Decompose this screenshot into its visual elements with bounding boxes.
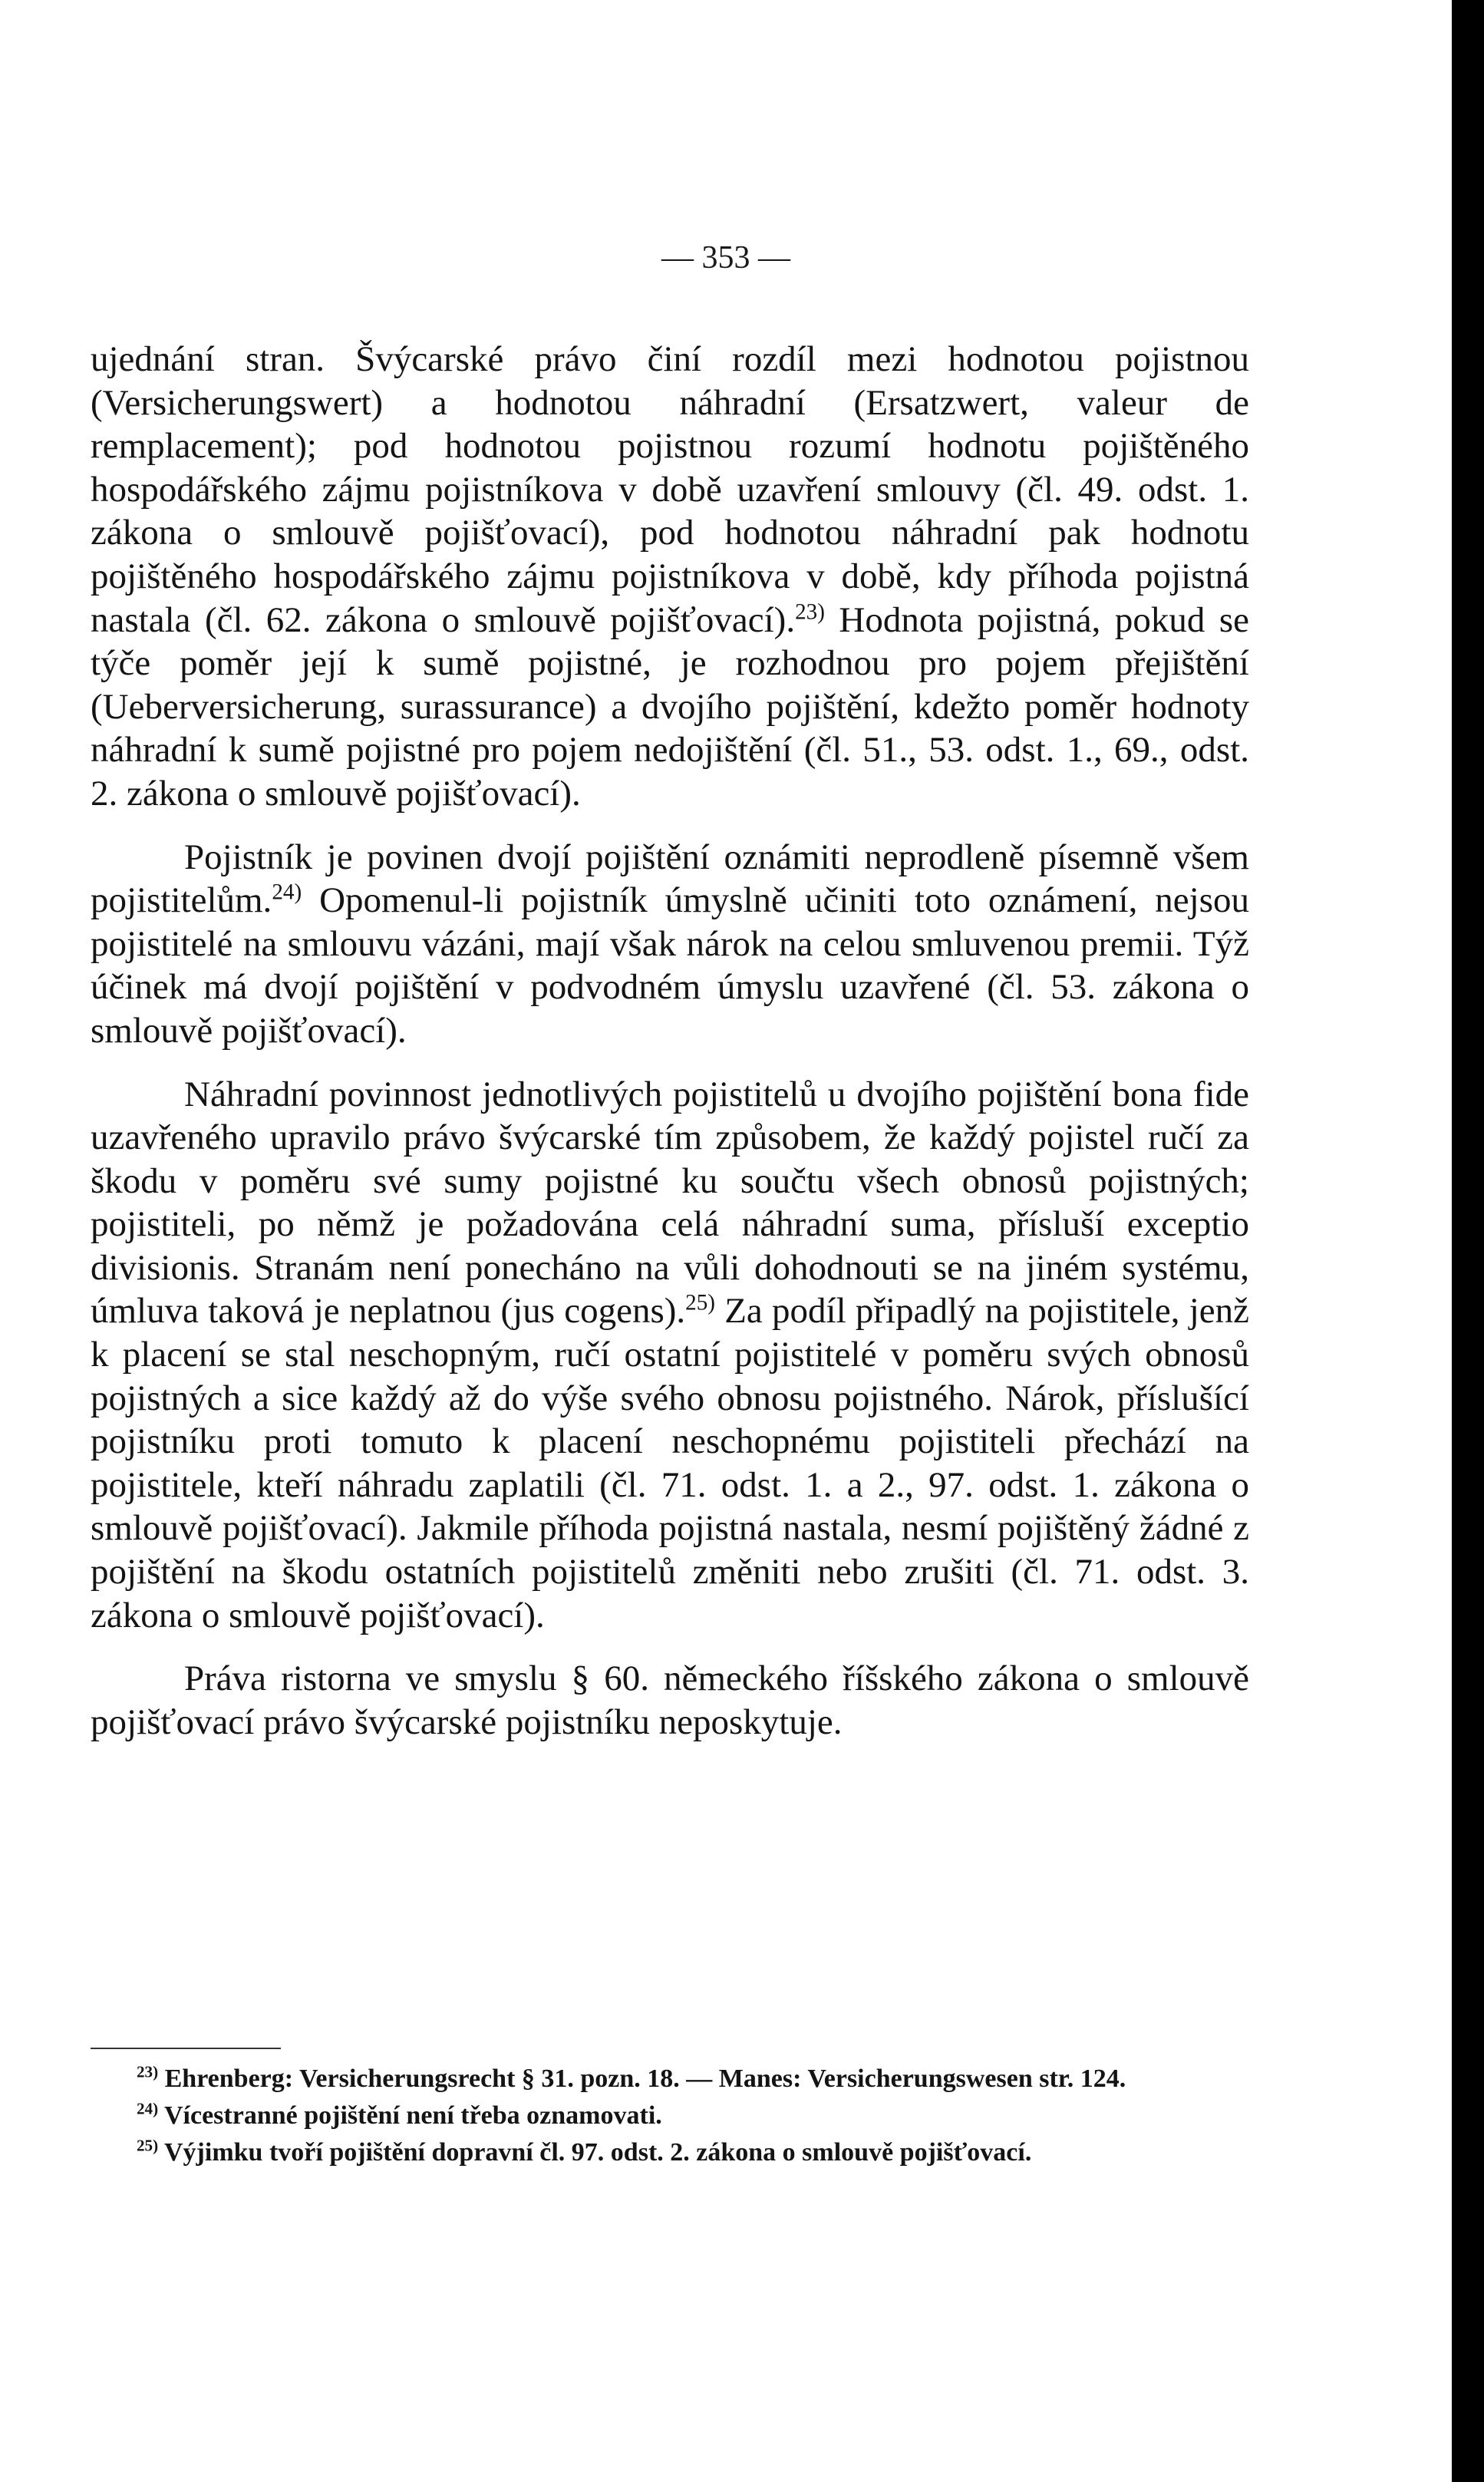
footnote-23-text: Ehrenberg: Versicherungsrecht § 31. pozn. 18. — Manes: Versicherungswesen str. 124.: [158, 2064, 1126, 2093]
footnote-24: [91, 2100, 1249, 2132]
footnote-25-text: Výjimku tvoří pojištění dopravní čl. 97. odst. 2. zákona o smlouvě pojišťovací.: [158, 2138, 1032, 2167]
paragraph-1-text-a: ujednání stran. Švýcarské právo činí rozdíl mezi hodnotou pojistnou (Versicherungswert) a hodnotou náhradní (Ersatzwert, valeur de remplacement); pod hodnotou pojistnou rozumí hodnotu pojištěného hospodářského zájmu pojistníkova v době uzavření smlouvy (čl. 49. odst. 1. zákona o smlouvě pojišťovací), pod hodnotou náhradní pak hodnotu pojištěného hospodářského zájmu pojistníkova v době, kdy příhoda pojistná nastala (čl. 62. zákona o smlouvě pojišťovací).: [91, 339, 1249, 640]
paragraph-4: [91, 1657, 1249, 1744]
paragraph-3: [91, 1073, 1249, 1638]
footnote-24-text: Vícestranné pojištění není třeba oznamovati.: [158, 2101, 662, 2130]
page-number: — 353 —: [661, 240, 790, 276]
paragraph-2-text-a: Pojistník je povinen dvojí pojištění oznámiti neprodleně písemně všem pojistitelům.: [91, 837, 1249, 921]
footnote-divider: [91, 2048, 281, 2049]
footnote-24-mark: 24): [137, 2099, 159, 2118]
paragraph-2: [91, 836, 1249, 1053]
footnote-ref-24: 24): [272, 880, 302, 905]
body-text: [91, 338, 1249, 1744]
paragraph-2-text-b: Opomenul-li pojistník úmyslně učiniti toto oznámení, nejsou pojistitelé na smlouvu vázáni, mají však nárok na celou smluvenou premii. Týž účinek má dvojí pojištění v podvodném úmyslu uzavřené (čl. 53. zákona o smlouvě pojišťovací).: [91, 880, 1249, 1051]
paragraph-3-text-a: Náhradní povinnost jednotlivých pojistitelů u dvojího pojištění bona fide uzavřeného upravilo právo švýcarské tím způsobem, že každý pojistel ručí za škodu v poměru své sumy pojistné ku součtu všech obnosů pojistných; pojistiteli, po němž je požadována celá náhradní suma, přísluší exceptio divisionis. Stranám není ponecháno na vůli dohodnouti se na jiném systému, úmluva taková je neplatnou (jus cogens).: [91, 1074, 1249, 1332]
paragraph-4-text-a: Práva ristorna ve smyslu § 60. německého říšského zákona o smlouvě pojišťovací právo švýcarské pojistníku neposkytuje.: [91, 1659, 1249, 1742]
footnote-23-mark: 23): [137, 2062, 159, 2081]
scan-border: [1452, 0, 1484, 2482]
footnote-ref-23: 23): [795, 599, 825, 624]
footnote-ref-25: 25): [685, 1290, 715, 1315]
paragraph-3-text-b: Za podíl připadlý na pojistitele, jenž k placení se stal neschopným, ručí ostatní pojistitelé v poměru svých obnosů pojistných a sice každý až do výše svého obnosu pojistného. Nárok, příslušící pojistníku proti tomuto k placení neschopnému pojistiteli přechází na pojistitele, kteří náhradu zaplatili (čl. 71. odst. 1. a 2., 97. odst. 1. zákona o smlouvě pojišťovací). Jakmile příhoda pojistná nastala, nesmí pojištěný žádné z pojištění na škodu ostatních pojistitelů změniti nebo zrušiti (čl. 71. odst. 3. zákona o smlouvě pojišťovací).: [91, 1291, 1249, 1635]
paragraph-1: [91, 338, 1249, 816]
footnote-25-mark: 25): [137, 2136, 159, 2155]
footnote-25: [91, 2137, 1249, 2169]
footnotes: [91, 2063, 1249, 2173]
paragraph-1-text-b: Hodnota pojistná, pokud se týče poměr její k sumě pojistné, je rozhodnou pro pojem přejištění (Ueberversicherung, surassurance) a dvojího pojištění, kdežto poměr hodnoty náhradní k sumě pojistné pro pojem nedojištění (čl. 51., 53. odst. 1., 69., odst. 2. zákona o smlouvě pojišťovací).: [91, 599, 1249, 814]
footnote-23: [91, 2063, 1249, 2095]
